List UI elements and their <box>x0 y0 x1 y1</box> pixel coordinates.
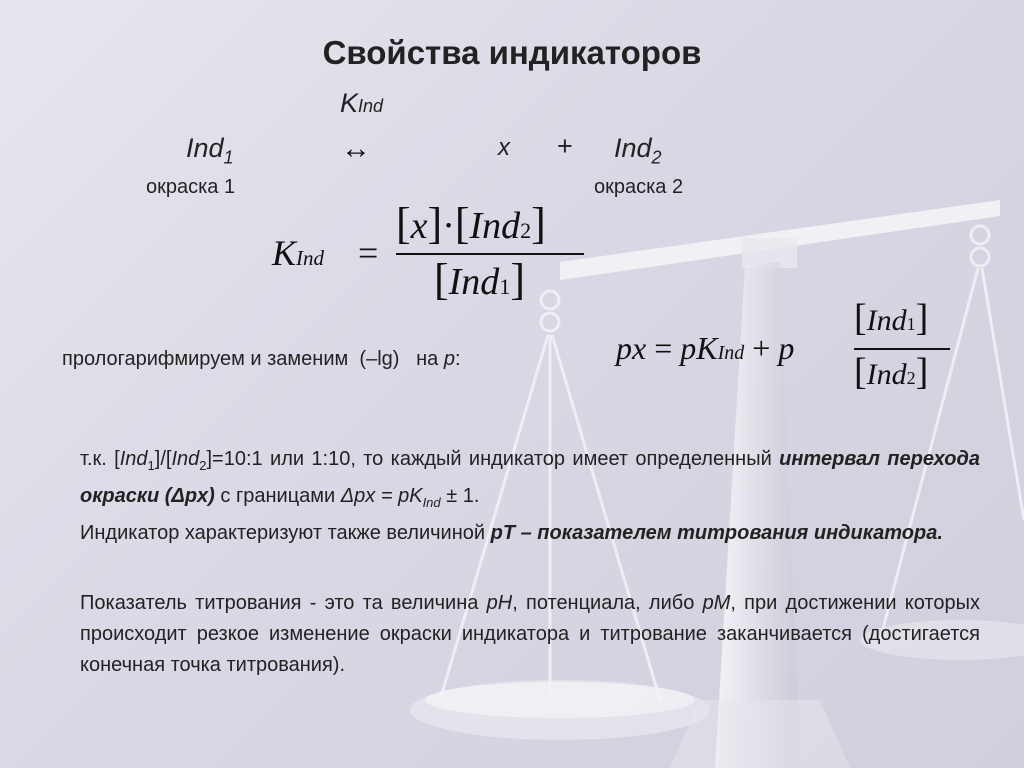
formula1-numerator: [x]·[Ind2] <box>396 199 546 248</box>
indicator-form-2 <box>614 133 662 168</box>
equilibrium-constant-label <box>340 88 383 119</box>
ind2-subscript: 2 <box>651 147 662 168</box>
p1-sub-2: 2 <box>199 458 207 473</box>
scales-base <box>670 700 850 768</box>
p1-ind-b: Ind <box>171 448 200 470</box>
log-operator: (–lg) <box>359 348 400 370</box>
p1-text-3: ]=10:1 или 1:10, то каждый индикатор имеет определенный <box>206 448 772 470</box>
reaction-x: x <box>498 134 510 161</box>
paragraph-transition-interval <box>80 444 980 518</box>
p1-formula: Δpx = pK <box>340 485 423 507</box>
formula2-pk: pK <box>680 330 718 366</box>
formula1-x: x <box>410 205 428 247</box>
p1-bold-term: интервал перехода окраски (Δpx) <box>80 448 981 507</box>
p3-pm: pM <box>702 592 731 614</box>
p2-bold-term: pT – показателем титрования индикатора. <box>490 522 943 544</box>
log-colon: : <box>454 348 461 370</box>
px-formula <box>616 296 956 406</box>
formula1-num-ind: Ind <box>469 205 521 247</box>
formula2-px: px <box>616 330 647 366</box>
formula2-lhs <box>616 330 794 367</box>
reaction-plus: + <box>557 131 573 161</box>
formula2-eq: = <box>654 330 673 366</box>
formula1-equals: = <box>358 233 379 273</box>
p3-text-3: , при достижении которых происходит резкое изменение окраски индикатора и титрование заканчивается (достигается конечная точка титрования). <box>80 592 980 676</box>
formula2-den-ind: Ind <box>866 358 907 391</box>
scales-left-pan <box>410 680 710 740</box>
ind1-symbol: Ind <box>186 133 224 163</box>
p1-ind-a: Ind <box>119 448 148 470</box>
formula2-numerator: [Ind1] <box>854 297 929 339</box>
p3-text-1: Показатель титрования - это та величина <box>80 592 487 614</box>
k-symbol: K <box>340 88 359 118</box>
formula2-den-subscript: 2 <box>906 368 916 388</box>
formula2-num-ind: Ind <box>866 304 907 337</box>
p1-formula-sub: Ind <box>422 495 441 510</box>
p1-text-5: ± 1. <box>440 485 480 507</box>
formula1-dot: · <box>442 205 455 247</box>
ind1-subscript: 1 <box>223 147 234 168</box>
log-instruction <box>62 348 461 371</box>
log-p: p <box>443 348 455 370</box>
color-label-1: окраска 1 <box>146 176 236 198</box>
formula2-plus: + <box>752 330 771 366</box>
formula1-denominator: [Ind1] <box>434 255 525 304</box>
log-prefix: прологарифмируем и заменим <box>62 348 349 370</box>
formula1-num-subscript: 2 <box>520 218 532 243</box>
color-label-2: окраска 2 <box>594 176 684 198</box>
paragraph-titration-index <box>80 588 980 681</box>
ind2-symbol: Ind <box>614 133 652 163</box>
formula2-pk-subscript: Ind <box>717 342 745 364</box>
k-ind-formula <box>272 198 592 308</box>
p1-text-4: с границами <box>214 485 341 507</box>
p3-ph: pH <box>486 592 513 614</box>
formula1-k: K <box>272 233 297 273</box>
formula2-denominator: [Ind2] <box>854 351 929 393</box>
equilibrium-arrow-icon: ↔ <box>341 132 371 165</box>
p2-text-1: Индикатор характеризуют также величиной <box>80 522 491 544</box>
p1-text-1: т.к. [ <box>80 448 120 470</box>
p1-sub-1: 1 <box>147 458 155 473</box>
formula1-den-subscript: 1 <box>499 274 511 299</box>
k-subscript: Ind <box>358 96 384 116</box>
formula1-k-subscript: Ind <box>296 246 325 270</box>
paragraph-pt-definition <box>80 518 980 549</box>
formula1-lhs <box>272 232 324 274</box>
p3-text-2: , потенциала, либо <box>512 592 703 614</box>
p1-text-2: ]/[ <box>154 448 172 470</box>
slide-title: Свойства индикаторов <box>322 34 702 71</box>
log-na: на <box>416 348 439 370</box>
formula1-den-ind: Ind <box>448 261 500 303</box>
formula2-num-subscript: 1 <box>906 314 916 334</box>
formula2-p: p <box>778 330 795 366</box>
scales-right-chains <box>880 226 1024 640</box>
indicator-form-1 <box>186 133 234 168</box>
